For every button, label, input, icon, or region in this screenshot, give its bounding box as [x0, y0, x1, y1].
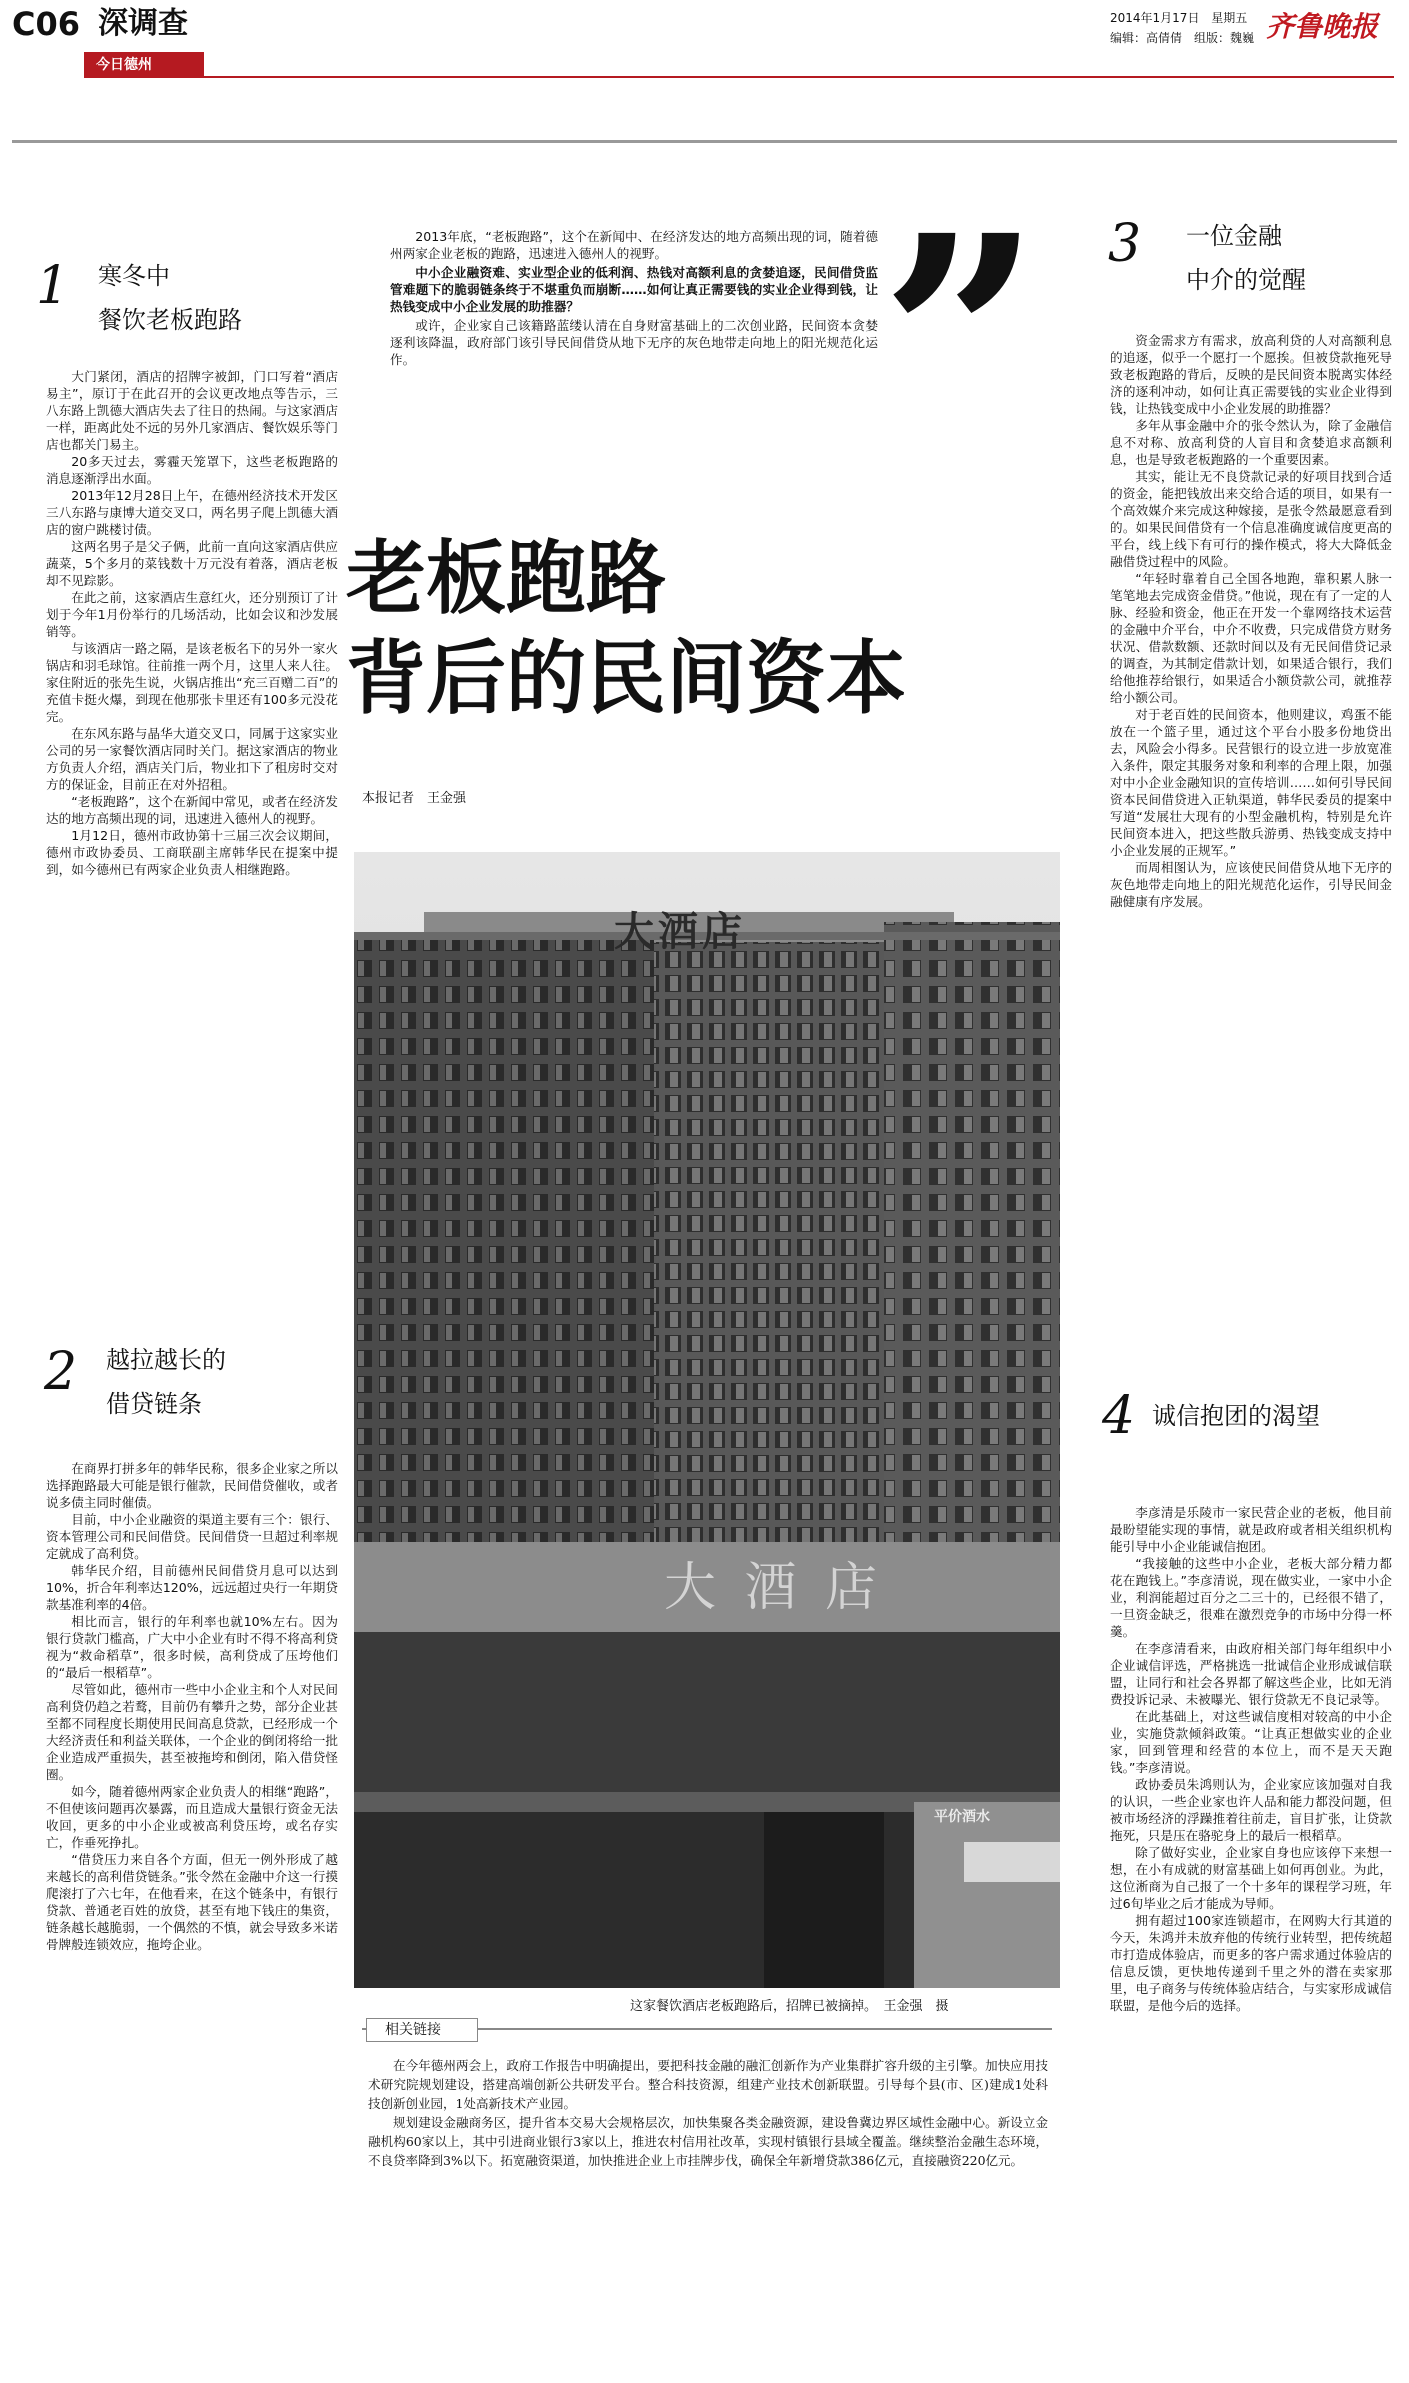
section-1-title-line-2: 餐饮老板跑路 [98, 306, 242, 334]
s4-para-5: 政协委员朱鸿则认为，企业家应该加强对自我的认识，一些企业家也许人品和能力都没问题，但被市场经济的浮躁推着往前走，盲目扩张，让贷款拖死，只是压在骆驼身上的最后一根稻草。 [1110, 1777, 1392, 1843]
headline [346, 530, 1066, 726]
s4-para-6: 除了做好实业，企业家自身也应该停下来想一想，在小有成就的财富基础上如何再创业。为此，这位淅商为自己报了一个十多年的课程学习班，年过6旬毕业之后才能成为导师。 [1110, 1845, 1392, 1911]
s3-para-2: 多年从事金融中介的张令然认为，除了金融信息不对称、放高利贷的人盲目和贪婪追求高额利息，也是导致老板跑路的一个重要因素。 [1110, 418, 1392, 467]
byline: 本报记者 王金强 [362, 791, 467, 806]
s2-para-1: 在商界打拼多年的韩华民称，很多企业家之所以选择跑路最大可能是银行催款，民间借贷催收，或者说多债主同时催债。 [46, 1461, 338, 1510]
page-code: C06 [12, 5, 81, 43]
facade-sign-text: 大 酒 店 [664, 1558, 884, 1618]
lead-block [390, 228, 878, 368]
s1-para-3: 2013年12月28日上午，在德州经济技术开发区三八东路与康博大道交叉口，两名男子爬上凯德大酒店的窗户跳楼讨债。 [46, 488, 338, 537]
masthead [0, 0, 1409, 80]
sub-section-label: 今日德州 [96, 57, 152, 73]
editor-credits: 编辑：高倩倩 组版：魏巍 [1110, 31, 1255, 45]
hotel-photo [354, 852, 1060, 1988]
s3-para-4: “年轻时靠着自己全国各地跑，靠积累人脉一笔笔地去完成资金借贷。”他说，现在有了一定的人脉、经验和资金，他正在开发一个靠网络技术运营的金融中介平台，中介不收费，只完成借贷方财务状况、借款数额、还款时间以及有无民间借贷记录的调查，为其制定借款计划，如果适合银行，我们给他推荐给银行，如果适合小额贷款公司，就推荐给小额公司。 [1110, 571, 1392, 705]
section-4-heading [1102, 1388, 1392, 1448]
section-3-title-line-1: 一位金融 [1186, 222, 1282, 250]
sidebar-body [368, 2056, 1048, 2170]
top-divider [12, 140, 1397, 143]
header-rule [204, 76, 1394, 78]
section-4-number: 4 [1102, 1386, 1136, 1446]
section-2-body [46, 1460, 338, 1953]
s4-para-1: 李彦清是乐陵市一家民营企业的老板，他目前最盼望能实现的事情，就是政府或者相关组织机构能引导中小企业能诚信抱团。 [1110, 1505, 1392, 1554]
section-2-title-line-1: 越拉越长的 [106, 1346, 226, 1374]
section-3-heading [1108, 214, 1388, 308]
s3-para-1: 资金需求方有需求，放高利贷的人对高额利息的追逐，似乎一个愿打一个愿挨。但被贷款拖死导致老板跑路的背后，反映的是民间资本脱离实体经济的逐利冲动，如何让真正需要钱的实业企业得到钱，让热钱变成中小企业发展的助推器？ [1110, 333, 1392, 416]
s3-para-3: 其实，能让无不良贷款记录的好项目找到合适的资金，能把钱放出来交给合适的项目，如果有一个高效媒介来完成这种嫁接，是张令然最愿意看到的。如果民间借贷有一个信息准确度诚信度更高的平台，线上线下有可行的操作模式，将大大降低金融借贷过程中的风险。 [1110, 469, 1392, 569]
s1-para-6: 与该酒店一路之隔，是该老板名下的另外一家火锅店和羽毛球馆。往前推一两个月，这里人来人往。家住附近的张先生说，火锅店推出“充三百赠二百”的充值卡挺火爆，到现在他那张卡里还有100多元没花完。 [46, 641, 338, 724]
s1-para-7: 在东风东路与晶华大道交叉口，同属于这家实业公司的另一家餐饮酒店同时关门。据这家酒店的物业方负责人介绍，酒店关门后，物业扣下了租房时交对方的保证金，目前正在对外招租。 [46, 726, 338, 792]
section-1-title-line-1: 寒冬中 [98, 262, 170, 290]
s2-para-6: 如今，随着德州两家企业负责人的相继“跑路”，不但使该问题再次暴露，而且造成大量银行资金无法收回，更多的中小企业或被高利贷压垮，或名存实亡，作垂死挣扎。 [46, 1784, 338, 1850]
sidebar-para-1: 在今年德州两会上，政府工作报告中明确提出，要把科技金融的融汇创新作为产业集群扩容升级的主引擎。加快应用技术研究院规划建设，搭建高端创新公共研发平台。整合科技资源，组建产业技术创新联盟。引导每个县(市、区)建成1处科技创新创业园，1处高新技术产业园。 [368, 2058, 1048, 2111]
section-3-number: 3 [1108, 214, 1142, 274]
s4-para-2: “我接触的这些中小企业，老板大部分精力都花在跑钱上。”李彦清说，现在做实业，一家中小企业，利润能超过百分之二三十的，已经很不错了，一旦资金缺乏，很难在激烈竞争的市场中分得一杯羹。 [1110, 1556, 1392, 1639]
s4-para-4: 在此基础上，对这些诚信度相对较高的中小企业，实施贷款倾斜政策。“让真正想做实业的企业家，回到管理和经营的本位上，而不是天天跑钱。”李彦清说。 [1110, 1709, 1392, 1775]
section-1-heading [36, 258, 336, 344]
lead-para-3: 或许，企业家自己该籍路蓝缕认清在自身财富基础上的二次创业路，民间资本贪婪逐利该降温，政府部门该引导民间借贷从地下无序的灰色地带走向地上的阳光规范化运作。 [390, 318, 878, 367]
headline-line-1: 老板跑路 [346, 531, 666, 625]
sub-section-bar [84, 52, 204, 78]
s1-para-4: 这两名男子是父子俩，此前一直向这家酒店供应蔬菜，5个多月的菜钱数十万元没有着落，酒店老板却不见踪影。 [46, 539, 338, 588]
weekday-text: 星期五 [1211, 11, 1248, 25]
s1-para-9: 1月12日，德州市政协第十三届三次会议期间，德州市政协委员、工商联副主席韩华民在提案中提到，如今德州已有两家企业负责人相继跑路。 [46, 828, 338, 877]
date-text: 2014年1月17日 [1110, 11, 1200, 25]
s1-para-5: 在此之前，这家酒店生意红火，还分别预订了计划于今年1月份举行的几场活动，比如会议和沙发展销等。 [46, 590, 338, 639]
s3-para-5: 对于老百姓的民间资本，他则建议，鸡蛋不能放在一个篮子里，通过这个平台小股多份地贷出去，风险会小得多。民营银行的设立进一步放宽准入条件，限定其服务对象和利率的合理上限，加强对中小企业金融知识的宣传培训……如何引导民间资本民间借贷进入正轨渠道，韩华民委员的提案中写道“发展壮大现有的小型金融机构，特别是允许民间资本进入，把这些散兵游勇、热钱变成支持中小企业发展的正规军。” [1110, 707, 1392, 858]
s1-para-8: “老板跑路”，这个在新闻中常见，或者在经济发达的地方高频出现的词，迅速进入德州人的视野。 [46, 794, 338, 826]
roof-sign-text: 大酒店 [614, 908, 746, 955]
section-3-body [1110, 332, 1392, 910]
sidebar-para-2: 规划建设金融商务区，提升省本交易大会规格层次，加快集聚各类金融资源，建设鲁冀边界区域性金融中心。新设立金融机构60家以上，其中引进商业银行3家以上，推进农村信用社改革，实现村镇银行县域全覆盖。继续整治金融生态环境，不良贷率降到3%以下。拓宽融资渠道，加快推进企业上市挂牌步伐，确保全年新增贷款386亿元，直接融资220亿元。 [368, 2115, 1048, 2168]
s2-para-5: 尽管如此，德州市一些中小企业主和个人对民间高利贷仍趋之若鹜，目前仍有攀升之势，部分企业甚至都不同程度长期使用民间高息贷款，已经形成一个大经济责任和利益关联体，一个企业的倒闭将给一批企业造成严重损失，甚至被拖垮和倒闭，陷入借贷怪圈。 [46, 1682, 338, 1782]
section-3-title-line-2: 中介的觉醒 [1186, 266, 1306, 294]
sidebar-label-box [366, 2018, 478, 2042]
section-1-body [46, 368, 338, 878]
photo-caption: 这家餐饮酒店老板跑路后，招牌已被摘掉。 王金强 摄 [630, 1999, 949, 2014]
s1-para-1: 大门紧闭，酒店的招牌字被卸，门口写着“酒店易主”，原订于在此召开的会议更改地点等告示，三八东路上凯德大酒店失去了往日的热闹。与这家酒店一样，距离此处不远的另外几家酒店、餐饮娱乐等门店也都关门易主。 [46, 369, 338, 452]
section-2-number: 2 [44, 1342, 78, 1402]
section-4-title: 诚信抱团的渴望 [1152, 1402, 1320, 1430]
section-1-number: 1 [36, 256, 70, 316]
s2-para-2: 目前，中小企业融资的渠道主要有三个：银行、资本管理公司和民间借贷。民间借贷一旦超过利率规定就成了高利贷。 [46, 1512, 338, 1561]
s3-para-6: 而周相图认为，应该使民间借贷从地下无序的灰色地带走向地上的阳光规范化运作，引导民间金融健康有序发展。 [1110, 860, 1392, 909]
s4-para-3: 在李彦清看来，由政府相关部门每年组织中小企业诚信评选，严格挑选一批诚信企业形成诚信联盟，让同行和社会各界都了解这些企业，比如无消费投诉记录、未被曝光、银行贷款无不良记录等。 [1110, 1641, 1392, 1707]
section-name: 深调查 [98, 6, 188, 41]
shop-sign-text: 平价酒水 [934, 1809, 990, 1825]
brand-logo: 齐鲁晚报 [1266, 10, 1379, 43]
s4-para-7: 拥有超过100家连锁超市，在网购大行其道的今天，朱鸿并未放弃他的传统行业转型，把传统超市打造成体验店，而更多的客户需求通过体验店的信息反馈，更快地传递到千里之外的潜在卖家那里，电子商务与传统体验店结合，与实家形成诚信联盟，是他今后的选择。 [1110, 1913, 1392, 2013]
s1-para-2: 20多天过去，雾霾天笼罩下，这些老板跑路的消息逐渐浮出水面。 [46, 454, 338, 486]
section-2-title-line-2: 借贷链条 [106, 1390, 202, 1418]
issue-date [1110, 10, 1247, 26]
s2-para-4: 相比而言，银行的年利率也就10%左右。因为银行贷款门槛高，广大中小企业有时不得不将高利贷视为“救命稻草”，很多时候，高利贷成了压垮他们的“最后一根稻草”。 [46, 1614, 338, 1680]
sidebar-label: 相关链接 [385, 2022, 441, 2038]
lead-para-1: 2013年底，“老板跑路”，这个在新闻中、在经济发达的地方高频出现的词，随着德州两家企业老板的跑路，迅速进入德州人的视野。 [390, 229, 878, 261]
quote-mark: ” [880, 175, 1042, 504]
headline-line-2: 背后的民间资本 [346, 631, 906, 725]
lead-para-2: 中小企业融资难、实业型企业的低利润、热钱对高额利息的贪婪追逐，民间借贷监管难题下的脆弱链条终于不堪重负而崩断……如何让真正需要钱的实业企业得到钱，让热钱变成中小企业发展的助推器？ [390, 265, 878, 314]
s2-para-3: 韩华民介绍，目前德州民间借贷月息可以达到10%，折合年利率达120%，远远超过央行一年期贷款基准利率的4倍。 [46, 1563, 338, 1612]
section-4-body [1110, 1504, 1392, 2014]
section-2-heading [40, 1342, 340, 1432]
s2-para-7: “借贷压力来自各个方面，但无一例外形成了越来越长的高利借贷链条。”张令然在金融中介这一行摸爬滚打了六七年，在他看来，在这个链条中，有银行贷款、普通老百姓的放贷，甚至有地下钱庄的集资，链条越长越脆弱，一个偶然的不慎，就会导致多米诺骨牌般连锁效应，拖垮企业。 [46, 1852, 338, 1952]
